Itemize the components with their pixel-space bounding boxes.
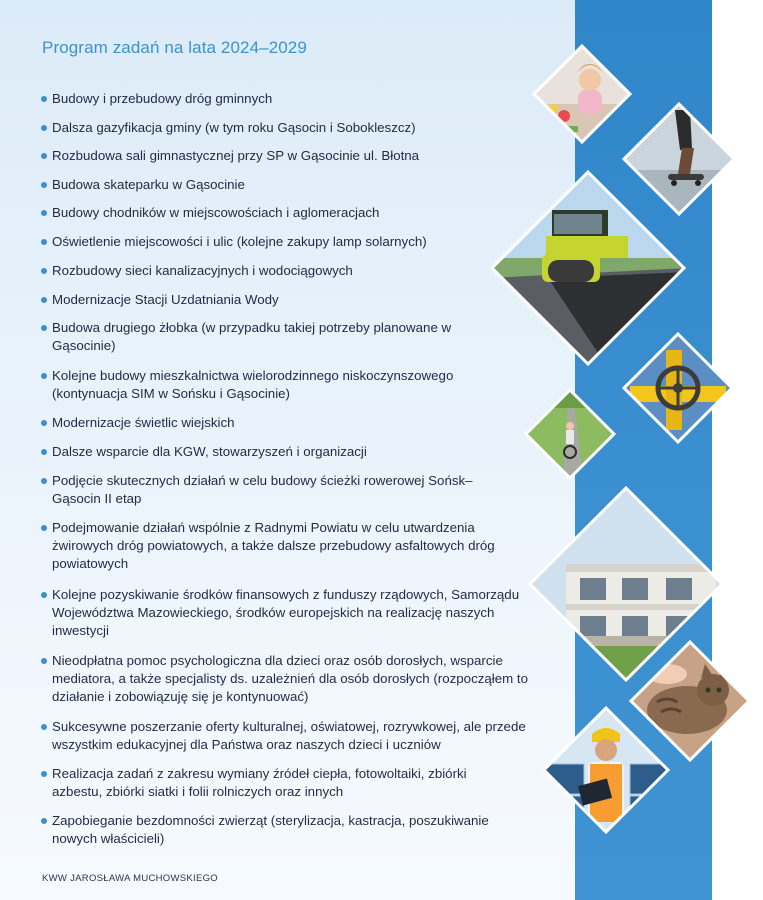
bullet-icon <box>41 449 47 455</box>
list-item <box>40 367 515 403</box>
bullet-icon <box>41 96 47 102</box>
photo-child-playing <box>530 42 634 146</box>
task-text: Dalsza gazyfikacja gminy (w tym roku Gąsocin i Sobokleszcz) <box>52 120 416 135</box>
task-text: Modernizacje Stacji Uzdatniania Wody <box>52 292 279 307</box>
list-item <box>40 90 555 108</box>
list-item <box>40 119 555 137</box>
list-item <box>40 291 555 309</box>
task-text: Rozbudowa sali gimnastycznej przy SP w Gąsocinie ul. Błotna <box>52 148 420 163</box>
list-item <box>40 519 538 573</box>
list-item <box>40 414 555 432</box>
task-text: Budowy chodników w miejscowościach i aglomeracjach <box>52 205 380 220</box>
task-text: Kolejne budowy mieszkalnictwa wielorodzinnego niskoczynszowego (kontynuacja SIM w Sońsku i Gąsocinie) <box>52 368 454 401</box>
list-item <box>40 204 555 222</box>
bullet-icon <box>41 373 47 379</box>
bullet-icon <box>41 268 47 274</box>
list-item <box>40 472 490 508</box>
list-item <box>40 233 555 251</box>
task-text: Podjęcie skutecznych działań w celu budowy ścieżki rowerowej Sońsk–Gąsocin II etap <box>52 473 473 506</box>
footer-committee: KWW JAROSŁAWA MUCHOWSKIEGO <box>42 873 218 884</box>
list-item <box>40 652 550 706</box>
bullet-icon <box>41 125 47 131</box>
task-text: Kolejne pozyskiwanie środków finansowych z funduszy rządowych, Samorządu Województwa Mazowieckiego, środków europejskich na realizację naszych inwestycji <box>52 587 520 638</box>
bullet-icon <box>41 420 47 426</box>
list-item <box>40 586 520 640</box>
list-item <box>40 443 555 461</box>
bullet-icon <box>41 210 47 216</box>
photo-solar-worker <box>540 704 672 836</box>
task-text: Zapobieganie bezdomności zwierząt (sterylizacja, kastracja, poszukiwanie nowych właścicieli) <box>52 813 489 846</box>
list-item <box>40 147 555 165</box>
bullet-icon <box>41 658 47 664</box>
photo-cyclist <box>522 386 618 482</box>
bullet-icon <box>41 297 47 303</box>
task-text: Budowa skateparku w Gąsocinie <box>52 177 245 192</box>
bullet-icon <box>41 592 47 598</box>
bullet-icon <box>41 525 47 531</box>
list-item <box>40 718 555 754</box>
list-item <box>40 812 500 848</box>
list-item <box>40 765 505 801</box>
list-item <box>40 262 555 280</box>
list-item <box>40 176 555 194</box>
bullet-icon <box>41 724 47 730</box>
task-text: Podejmowanie działań wspólnie z Radnymi Powiatu w celu utwardzenia żwirowych dróg powiatowych, a także dalsze przebudowy asfaltowych dróg powiatowych <box>52 520 495 571</box>
task-text: Rozbudowy sieci kanalizacyjnych i wodociągowych <box>52 263 353 278</box>
bullet-icon <box>41 182 47 188</box>
bullet-icon <box>41 818 47 824</box>
task-text: Sukcesywne poszerzanie oferty kulturalnej, oświatowej, rozrywkowej, ale przede wszystkim edukacyjnej dla Państwa oraz naszych dzieci i uczniów <box>52 719 526 752</box>
bullet-icon <box>41 478 47 484</box>
task-text: Oświetlenie miejscowości i ulic (kolejne zakupy lamp solarnych) <box>52 234 427 249</box>
list-item <box>40 319 510 355</box>
bullet-icon <box>41 239 47 245</box>
task-text: Budowy i przebudowy dróg gminnych <box>52 91 273 106</box>
task-text: Nieodpłatna pomoc psychologiczna dla dzieci oraz osób dorosłych, wsparcie mediatora, a także specjalisty ds. uzależnień dla osób dorosłych (rozpocząłem to działanie i zobowiązuję się je kontynuować) <box>52 653 528 704</box>
bullet-icon <box>41 325 47 331</box>
task-text: Modernizacje świetlic wiejskich <box>52 415 235 430</box>
task-text: Budowa drugiego żłobka (w przypadku takiej potrzeby planowane w Gąsocinie) <box>52 320 452 353</box>
bullet-icon <box>41 771 47 777</box>
task-text: Realizacja zadań z zakresu wymiany źródeł ciepła, fotowoltaiki, zbiórki azbestu, zbiórki siatki i folii rolniczych oraz innych <box>52 766 467 799</box>
page-title: Program zadań na lata 2024–2029 <box>42 38 307 57</box>
bullet-icon <box>41 153 47 159</box>
photo-water-station <box>620 330 736 446</box>
task-text: Dalsze wsparcie dla KGW, stowarzyszeń i organizacji <box>52 444 367 459</box>
